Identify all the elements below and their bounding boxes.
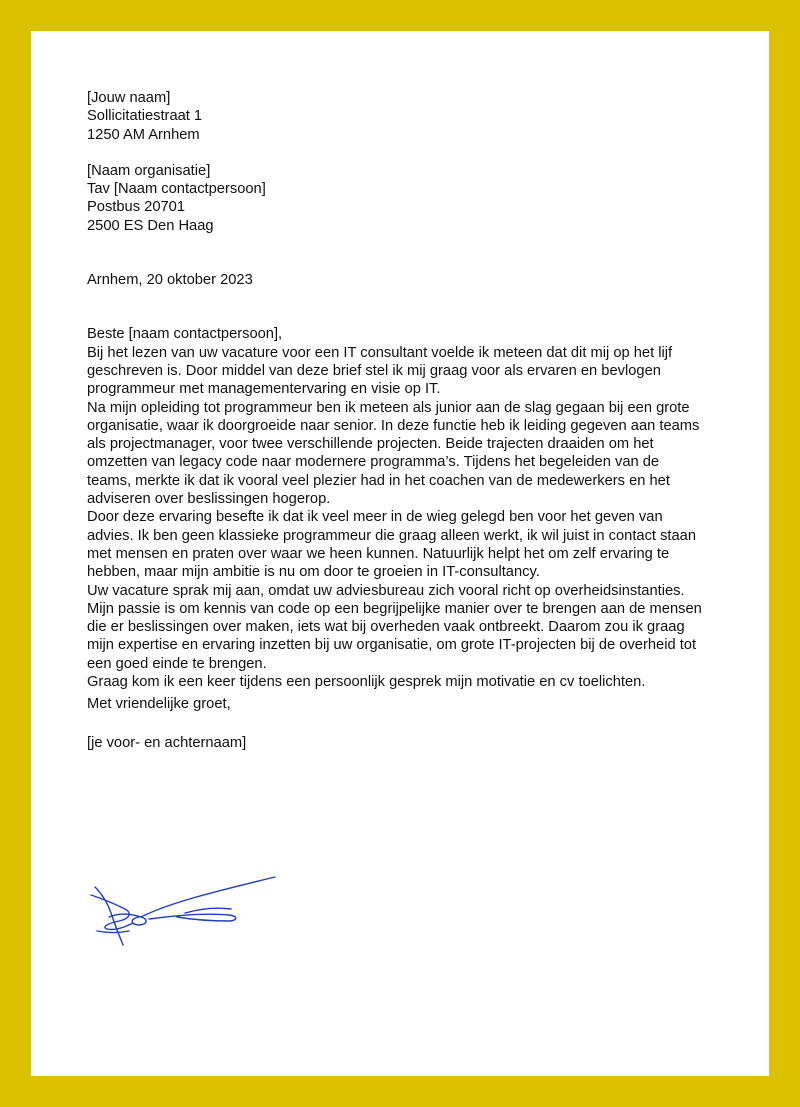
sender-city: 1250 AM Arnhem — [87, 126, 200, 143]
body-paragraph: Graag kom ik een keer tijdens een persoonlijk gesprek mijn motivatie en cv toelichten. — [87, 674, 646, 691]
date-line: Arnhem, 20 oktober 2023 — [87, 272, 253, 289]
handwritten-signature — [89, 873, 281, 949]
recipient-attention: Tav [Naam contactpersoon] — [87, 181, 266, 198]
letter-page — [31, 31, 769, 1076]
recipient-organisation: [Naam organisatie] — [87, 162, 211, 179]
sender-street: Sollicitatiestraat 1 — [87, 108, 203, 125]
closing: Met vriendelijke groet, — [87, 696, 231, 713]
recipient-address — [87, 162, 707, 235]
salutation: Beste [naam contactpersoon], — [87, 326, 283, 343]
signer-name: [je voor- en achternaam] — [87, 734, 247, 751]
sender-name: [Jouw naam] — [87, 90, 171, 106]
sender-address — [87, 89, 707, 144]
body-paragraph: Uw vacature sprak mij aan, omdat uw adviesbureau zich vooral richt op overheidsinstanties. Mijn passie is om kennis van code op een begrijpelijke manier over te brengen aan de mensen die er beslissingen over maken, iets wat bij overheden vaak ontbreekt. Daarom zou ik graag mijn expertise en ervaring inzetten bij uw organisatie, om grote IT-projecten bij de overheid tot een goed einde te brengen. — [87, 582, 702, 672]
body-paragraph: Na mijn opleiding tot programmeur ben ik meteen als junior aan de slag gegaan bij een grote organisatie, waar ik doorgroeide naar senior. In deze functie heb ik leiding gegeven aan teams als projectmanager, voor twee verschillende projecten. Beide trajecten draaiden om het omzetten van legacy code naar modernere programma’s. Tijdens het begeleiden van de teams, merkte ik dat ik vooral veel plezier had in het coachen van de medewerkers en het adviseren over beslissingen hogerop. — [87, 399, 700, 508]
body-paragraph: Bij het lezen van uw vacature voor een IT consultant voelde ik meteen dat dit mij op het lijf geschreven is. Door middel van deze brief stel ik mij graag voor als ervaren en bevlogen programmeur met managementervaring en visie op IT. — [87, 344, 673, 398]
body-paragraph: Door deze ervaring besefte ik dat ik veel meer in de wieg gelegd ben voor het geven van advies. Ik ben geen klassieke programmeur die graag alleen werkt, ik wil juist in contact staan met mensen en praten over waar we heen kunnen. Natuurlijk helpt het om zelf ervaring te hebben, maar mijn ambitie is nu om door te groeien in IT-consultancy. — [87, 509, 697, 581]
recipient-city: 2500 ES Den Haag — [87, 217, 214, 234]
recipient-postbox: Postbus 20701 — [87, 199, 185, 216]
letter-body — [87, 89, 707, 752]
